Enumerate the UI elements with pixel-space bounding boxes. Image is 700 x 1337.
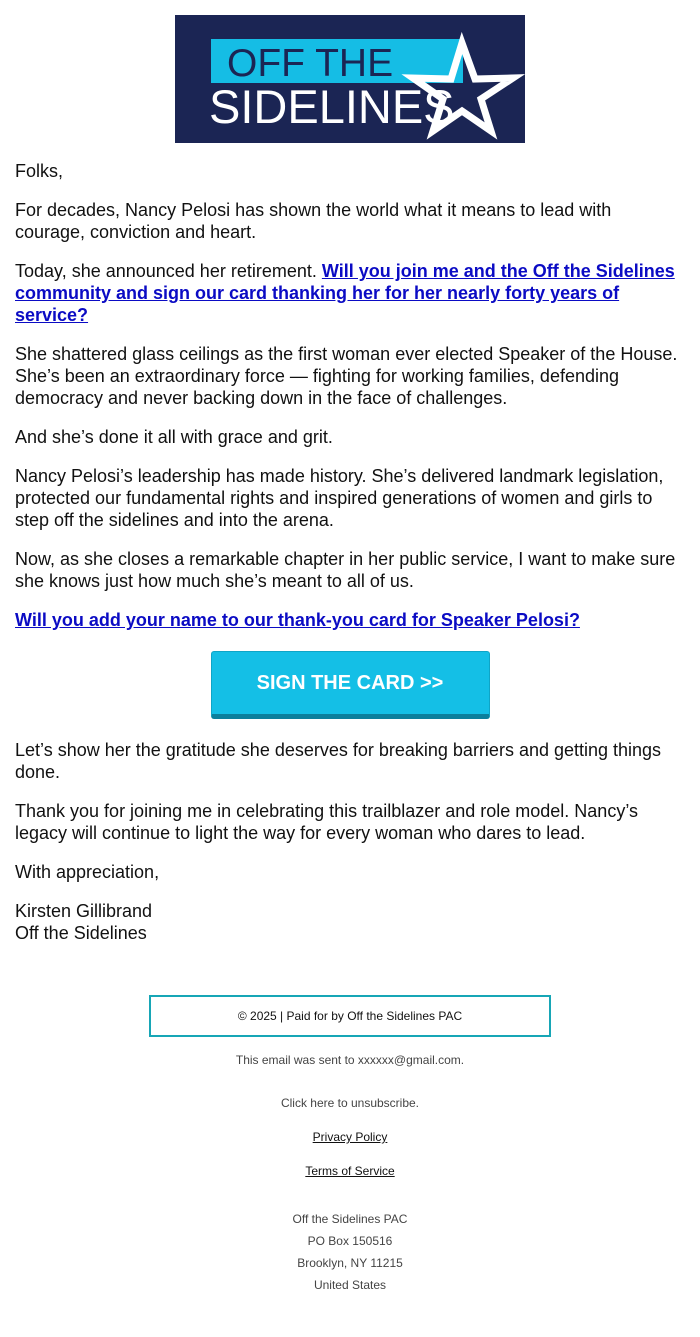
email-body	[15, 160, 685, 961]
paragraph-8: Let’s show her the gratitude she deserves for breaking barriers and getting things done.	[15, 740, 662, 782]
paragraph-7	[15, 609, 685, 631]
logo	[175, 15, 525, 143]
sign-the-card-button[interactable]: SIGN THE CARD >>	[211, 651, 490, 719]
sent-to-text: This email was sent to xxxxxx@gmail.com.	[235, 1053, 465, 1067]
signature	[15, 900, 685, 944]
greeting: Folks,	[15, 161, 64, 181]
paragraph-9: Thank you for joining me in celebrating this trailblazer and role model. Nancy’s legacy will continue to light the way for every woman who dares to lead.	[15, 801, 638, 843]
privacy-policy-link[interactable]: Privacy Policy	[312, 1130, 388, 1144]
terms-of-service-link[interactable]: Terms of Service	[305, 1164, 395, 1178]
paragraph-4: And she’s done it all with grace and grit.	[15, 427, 333, 447]
mailing-address	[0, 1208, 700, 1296]
terms-row	[0, 1164, 700, 1178]
logo-graphic	[175, 15, 525, 143]
unsubscribe-link[interactable]: Click here to unsubscribe.	[280, 1096, 420, 1110]
paragraph-2-text: Today, she announced her retirement.	[15, 261, 317, 281]
signer-name: Kirsten Gillibrand	[15, 901, 153, 921]
paid-for-box: © 2025 | Paid for by Off the Sidelines PAC	[149, 995, 551, 1037]
address-line: PO Box 150516	[307, 1234, 393, 1248]
paragraph-3: She shattered glass ceilings as the first woman ever elected Speaker of the House. She’s been an extraordinary force — fighting for working families, defending democracy and never backing down in the face of challenges.	[15, 344, 678, 408]
sign-card-link-1[interactable]: Will you join me and the Off the Sidelines community and sign our card thanking her for her nearly forty years of service?	[15, 261, 675, 325]
logo-line2: SIDELINES	[209, 80, 455, 133]
paragraph-2	[15, 260, 685, 326]
cta-container	[15, 651, 685, 719]
address-line: Brooklyn, NY 11215	[297, 1256, 403, 1270]
address-line: Off the Sidelines PAC	[292, 1212, 408, 1226]
address-line: United States	[313, 1278, 387, 1292]
footer	[0, 995, 700, 1296]
paragraph-1: For decades, Nancy Pelosi has shown the world what it means to lead with courage, conviction and heart.	[15, 200, 612, 242]
sign-card-link-2[interactable]: Will you add your name to our thank-you card for Speaker Pelosi?	[15, 610, 580, 630]
closing: With appreciation,	[15, 862, 160, 882]
paragraph-5: Nancy Pelosi’s leadership has made history. She’s delivered landmark legislation, protected our fundamental rights and inspired generations of women and girls to step off the sidelines and into the arena.	[15, 466, 664, 530]
logo-line1: OFF THE	[227, 42, 394, 85]
paragraph-6: Now, as she closes a remarkable chapter in her public service, I want to make sure she knows just how much she’s meant to all of us.	[15, 549, 676, 591]
privacy-policy-row	[0, 1130, 700, 1144]
signer-org: Off the Sidelines	[15, 923, 147, 943]
